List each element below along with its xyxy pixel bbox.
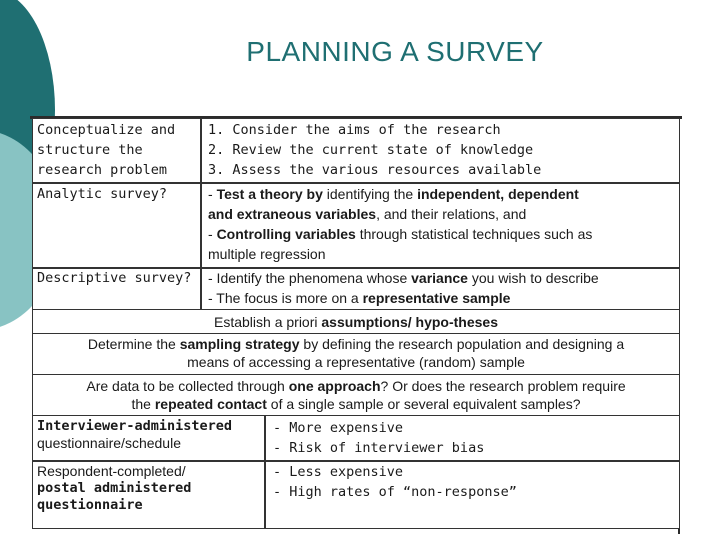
row3-description: - Identify the phenomena whose variance you wish to describe - The focus is more on a representative sample (208, 270, 599, 306)
column-divider (264, 416, 266, 528)
questionnaire-table (32, 415, 680, 529)
respondent-completed-label: Respondent-completed/ postal administered questionnaire (37, 463, 192, 513)
assumptions-text: Establish a priori assumptions/ hypo-theses (214, 314, 498, 330)
row3-label: Descriptive survey? (37, 270, 192, 286)
data-collection-box (32, 374, 680, 416)
assumptions-box (32, 309, 680, 334)
page-title: PLANNING A SURVEY (246, 36, 544, 67)
interviewer-administered-notes: - More expensive - Risk of interviewer bias (273, 420, 485, 456)
interviewer-administered-label: Interviewer-administered questionnaire/schedule (37, 418, 233, 451)
sampling-strategy-box (32, 333, 680, 375)
row2-description: - Test a theory by identifying the independent, dependent and extraneous variables, and their relations, and - Controlling variables through statistical techniques such as multiple regression (208, 186, 593, 262)
respondent-completed-notes: - Less expensive - High rates of “non-response” (273, 464, 517, 500)
data-collection-text: Are data to be collected through one approach? Or does the research problem require the repeated contact of a single sample or several equivalent samples? (86, 378, 626, 412)
row1-steps: 1. Consider the aims of the research 2. Review the current state of knowledge 3. Assess the various resources available (208, 122, 542, 178)
column-divider (200, 119, 202, 309)
sampling-strategy-text: Determine the sampling strategy by defining the research population and designing a means of accessing a representative (random) sample (87, 336, 625, 370)
row1-label: Conceptualize and structure the research problem (37, 122, 176, 178)
research-planning-table (32, 118, 680, 310)
row2-label: Analytic survey? (37, 186, 168, 202)
